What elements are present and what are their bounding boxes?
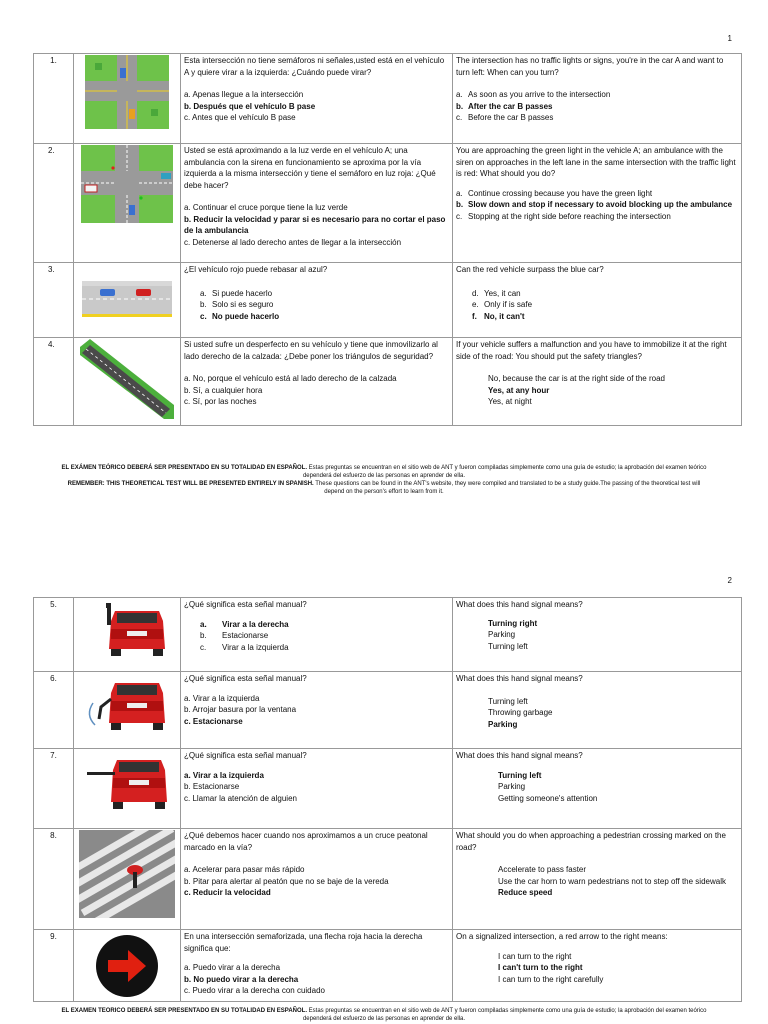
intersection-car-a-b-icon <box>85 55 169 129</box>
answer-option: a. Acelerar para pasar más rápido <box>184 865 305 874</box>
disclaimer-footer-1: EL EXÁMEN TEÓRICO DEBERÁ SER PRESENTADO EN SU TOTALIDAD EN ESPAÑOL. Estas preguntas se encuentran en el sitio web de ANT y fueron compiladas simplemente como una guía de estudio; la aprobación del examen teórico dependerá del esfuerzo de las personas en aprender de ella. REMEMBER: THIS THEORETICAL TEST WILL BE PRESENTED ENTIRELY IN SPANISH. These questions can be found in the ANT's website, they were compiled and translated to be a study guide.The passing of the theoretical test will depend on the person's effort to learn from it. <box>61 465 707 495</box>
question-text-es: En una intersección semaforizada, una flecha roja hacia la derecha significa que: <box>184 932 423 953</box>
red-car-blue-car-road-icon <box>82 281 172 317</box>
answer-option: Turning left <box>488 696 528 706</box>
answer-option: d. Yes, it can <box>472 288 521 298</box>
answer-option: c. Virar a la izquierda <box>200 642 289 652</box>
answer-list-es <box>184 770 449 805</box>
question-row-3 <box>34 263 742 338</box>
answer-option: a. As soon as you arrive to the intersection <box>456 90 611 99</box>
answer-option: e. Only if is safe <box>472 300 533 309</box>
question-number: 8. <box>34 829 74 930</box>
answer-list-es <box>184 962 449 997</box>
answer-option: Getting someone's attention <box>498 793 598 803</box>
intersection-ambulance-icon <box>81 145 173 223</box>
question-text-es: Esta intersección no tiene semáforos ni señales,usted está en el vehículo A y quiere virar a la izquierda: ¿Cuándo puede virar? <box>184 56 445 77</box>
question-text-en: On a signalized intersection, a red arrow to the right means: <box>456 932 668 941</box>
question-text-es: ¿Qué significa esta señal manual? <box>184 751 307 760</box>
answer-option: b. Estacionarse <box>200 631 269 640</box>
answer-option: c. Sí, por las noches <box>184 397 257 406</box>
answer-option: b. Arrojar basura por la ventana <box>184 705 297 714</box>
question-text-es: ¿El vehículo rojo puede rebasar al azul? <box>184 265 328 274</box>
answer-option-correct: Yes, at any hour <box>488 385 550 395</box>
question-number: 9. <box>34 930 74 1002</box>
answer-list-en <box>456 188 738 223</box>
hand-signal-left-icon <box>79 750 175 814</box>
answer-option-correct: b. Slow down and stop if necessary to avoid blocking up the ambulance <box>456 200 733 209</box>
question-number: 2. <box>34 144 74 263</box>
question-text-es: ¿Qué debemos hacer cuando nos aproximamos a un cruce peatonal marcado en la vía? <box>184 831 428 852</box>
question-text-en: You are approaching the green light in the vehicle A; an ambulance with the siren on approaches in the left lane in the same intersection with the traffic light is red: What should you do? <box>456 146 736 178</box>
answer-option: a. Apenas llegue a la intersección <box>184 90 304 99</box>
answer-option: Parking <box>488 630 516 639</box>
answer-option-correct: Turning left <box>498 770 542 780</box>
question-text-en: If your vehicle suffers a malfunction and you have to immobilize it at the right side of the road: You should put the safety triangles? <box>456 340 727 361</box>
question-number: 4. <box>34 338 74 426</box>
page-number-1: 1 <box>727 34 732 43</box>
answer-list-en <box>472 288 738 323</box>
answer-option-correct: b. After the car B passes <box>456 101 553 111</box>
question-table-page-2 <box>33 597 742 1002</box>
question-row-2 <box>34 144 742 263</box>
answer-option: b. Solo si es seguro <box>200 300 274 309</box>
question-text-es: Usted se está aproximando a la luz verde en el vehículo A; una ambulancia con la sirena en funcionamiento se aproxima por la vía izquierda a la misma intersección y tiene el semáforo en luz roja: ¿Qué debe hacer? <box>184 146 436 190</box>
answer-list-es <box>184 693 449 728</box>
answer-option-correct: I can't turn to the right <box>498 963 583 972</box>
answer-option-correct: Parking <box>488 719 518 729</box>
answer-option-correct: b. No puedo virar a la derecha <box>184 974 299 984</box>
answer-list-en <box>488 373 738 408</box>
answer-option-correct: a. Virar a la izquierda <box>184 770 264 780</box>
answer-option-correct: b. Reducir la velocidad y parar si es necesario para no cortar el paso de la ambulancia <box>184 214 446 235</box>
page-number-2: 2 <box>727 576 732 585</box>
question-row-9 <box>34 930 742 1002</box>
answer-list-es <box>200 619 449 654</box>
answer-option: a. Puedo virar a la derecha <box>184 963 281 972</box>
question-table-page-1 <box>33 53 742 426</box>
answer-option: a. Continue crossing because you have the green light <box>456 188 653 198</box>
question-text-es: ¿Qué significa esta señal manual? <box>184 600 307 609</box>
answer-list-en <box>488 618 738 653</box>
red-arrow-right-light-icon <box>94 934 160 998</box>
question-text-en: The intersection has no traffic lights or signs, you're in the car A and want to turn left: When can you turn? <box>456 56 724 77</box>
answer-option: a. Si puede hacerlo <box>200 288 273 298</box>
answer-list-en <box>498 864 738 899</box>
disclaimer-footer-2: EL EXAMEN TEORICO DEBERÁ SER PRESENTADO EN SU TOTALIDAD EN ESPAÑOL. Estas preguntas se encuentran en el sitio web de ANT y fueron compiladas simplemente como una guía de estudio; la aprobación del examen teórico dependerá del esfuerzo de las personas en aprender de ella. <box>61 1008 707 1022</box>
answer-option: c. Puedo virar a la derecha con cuidado <box>184 986 325 995</box>
hand-signal-parking-icon <box>81 673 173 735</box>
answer-option: a. Continuar el cruce porque tiene la luz verde <box>184 203 348 212</box>
question-row-6 <box>34 672 742 749</box>
question-text-en: What does this hand signal means? <box>456 751 583 760</box>
answer-option: Use the car horn to warn pedestrians not to step off the sidewalk <box>498 876 726 886</box>
answer-list-en <box>488 696 738 731</box>
answer-option: c. Antes que el vehículo B pase <box>184 113 296 122</box>
question-number: 1. <box>34 54 74 144</box>
question-row-1 <box>34 54 742 144</box>
question-text-en: What should you do when approaching a pedestrian crossing marked on the road? <box>456 831 726 852</box>
question-row-4 <box>34 338 742 426</box>
answer-list-es <box>184 864 449 899</box>
question-number: 3. <box>34 263 74 338</box>
question-row-5 <box>34 598 742 672</box>
answer-option: a. Virar a la izquierda <box>184 693 260 703</box>
answer-option: a. No, porque el vehículo está al lado derecho de la calzada <box>184 374 397 383</box>
answer-option: b. Pitar para alertar al peatón que no se baje de la vereda <box>184 876 389 886</box>
answer-option: b. Estacionarse <box>184 782 240 791</box>
question-text-en: What does this hand signal means? <box>456 600 583 609</box>
question-number: 6. <box>34 672 74 749</box>
answer-option: c. Detenerse al lado derecho antes de llegar a la intersección <box>184 237 402 247</box>
answer-option-correct: a. Virar a la derecha <box>200 619 289 629</box>
answer-option: c. Llamar la atención de alguien <box>184 793 297 803</box>
answer-option: c. Stopping at the right side before reaching the intersection <box>456 211 671 221</box>
answer-option: Turning left <box>488 641 528 651</box>
answer-option-correct: c. Reducir la velocidad <box>184 888 271 897</box>
answer-list-en <box>498 951 738 986</box>
answer-list-es <box>200 288 449 323</box>
question-text-en: Can the red vehicle surpass the blue car? <box>456 265 604 274</box>
answer-option: Parking <box>498 782 526 791</box>
answer-list-es <box>184 373 449 408</box>
answer-option: b. Sí, a cualquier hora <box>184 385 263 395</box>
answer-option: No, because the car is at the right side of the road <box>488 374 665 383</box>
answer-list-en <box>456 89 738 124</box>
answer-option: I can turn to the right <box>498 951 572 961</box>
answer-option: Throwing garbage <box>488 708 553 717</box>
question-text-es: ¿Qué significa esta señal manual? <box>184 674 307 683</box>
answer-option: c. Before the car B passes <box>456 113 554 122</box>
answer-option-correct: c. No puede hacerlo <box>200 311 280 321</box>
question-row-8 <box>34 829 742 930</box>
question-text-es: Si usted sufre un desperfecto en su vehículo y tiene que inmovilizarlo al lado derecho de la calzada: ¿Debe poner los triángulos de seguridad? <box>184 340 438 361</box>
answer-option-correct: b. Después que el vehículo B pase <box>184 101 316 111</box>
answer-option: Accelerate to pass faster <box>498 865 587 874</box>
question-number: 5. <box>34 598 74 672</box>
answer-option-correct: Turning right <box>488 618 538 628</box>
answer-option-correct: f. No, it can't <box>472 311 525 321</box>
answer-option: Yes, at night <box>488 397 532 406</box>
pedestrian-crossing-icon <box>79 830 175 918</box>
hand-signal-right-icon <box>81 599 173 659</box>
diagonal-road-icon <box>80 339 174 419</box>
question-number: 7. <box>34 749 74 829</box>
answer-list-es <box>184 202 449 248</box>
answer-option-correct: Reduce speed <box>498 888 553 897</box>
answer-list-es <box>184 89 449 124</box>
answer-option-correct: c. Estacionarse <box>184 716 243 726</box>
answer-list-en <box>498 770 738 805</box>
answer-option: I can turn to the right carefully <box>498 974 604 984</box>
question-row-7 <box>34 749 742 829</box>
question-text-en: What does this hand signal means? <box>456 674 583 683</box>
